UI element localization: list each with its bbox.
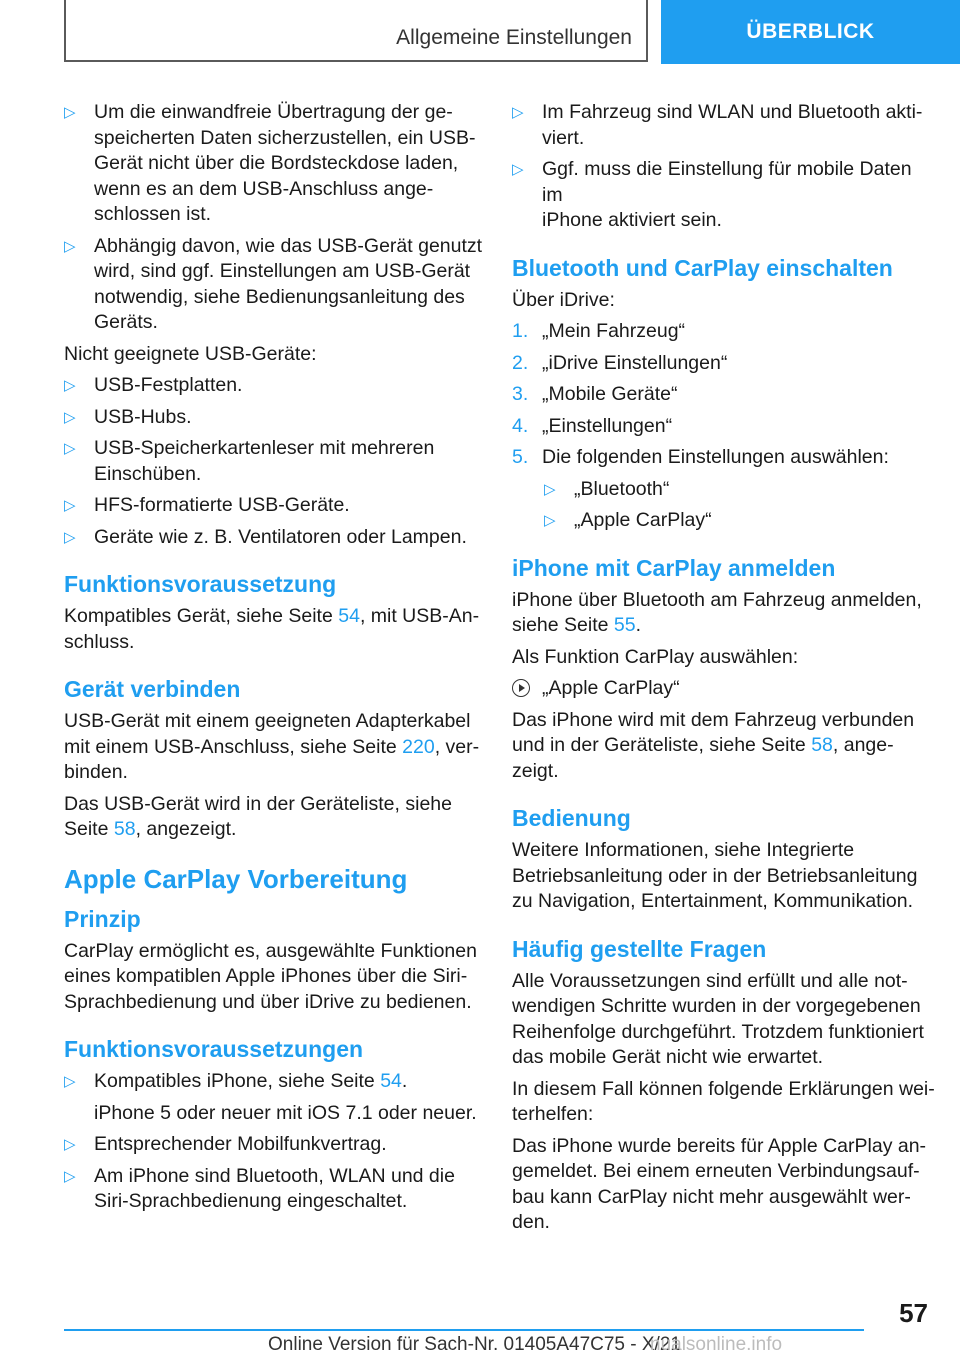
bullet-icon: ▷ [64,1073,76,1090]
bullet-icon: ▷ [544,480,556,498]
list-item: ▷ Entsprechender Mobilfunkvertrag. [64,1132,484,1158]
bullet-icon: ▷ [64,1136,76,1153]
paragraph: iPhone über Bluetooth am Fahrzeug anmelden, siehe Seite 55. [512,588,922,636]
sub-list-item: ▷ „Bluetooth“ [512,477,932,503]
heading-bluetooth: Bluetooth und CarPlay einschalten [512,254,893,281]
heading-operation: Bedienung [512,805,631,831]
page-number: 57 [899,1298,928,1328]
list-item: ▷ Um die einwandfreie Übertragung der ge‐ speicherten Daten sicherzustellen, ein USB- Gerät nicht über die Bordsteckdose laden, wenn es an dem USB-Anschluss ange‐ schlossen ist. [64,101,476,225]
overview-tab[interactable]: ÜBERBLICK [661,0,960,64]
page-link[interactable]: 54 [338,605,360,627]
step-item: 4. „Einstellungen“ [512,414,673,437]
bullet-icon: ▷ [64,440,76,457]
step-item: 5. Die folgenden Einstellungen auswählen: [512,446,889,468]
page-header [64,0,960,64]
list-item: ▷ Im Fahrzeug sind WLAN und Bluetooth akti‐ viert. [512,101,923,149]
bullet-icon: ▷ [64,377,76,394]
icon-line: „Apple CarPlay“ [512,676,932,702]
list-item: ▷ Am iPhone sind Bluetooth, WLAN und die Siri-Sprachbedienung eingeschaltet. [64,1164,455,1212]
paragraph: Nicht geeignete USB-Geräte: [64,342,317,365]
list-item: ▷ Kompatibles iPhone, siehe Seite 54. iPhone 5 oder neuer mit iOS 7.1 oder neuer. [64,1070,477,1124]
footer-divider [64,1329,864,1331]
watermark: nualsonline.info [650,1334,783,1355]
page-link[interactable]: 55 [613,614,636,636]
play-icon [512,679,530,697]
paragraph: Als Funktion CarPlay auswählen: [512,645,799,668]
list-item: ▷ Abhängig davon, wie das USB-Gerät genutzt wird, sind ggf. Einstellungen am USB-Gerät notwendig, siehe Bedienungsanleitung des Geräts. [64,234,483,333]
paragraph: Kompatibles Gerät, siehe Seite 54, mit USB-An‐ schluss. [64,605,480,653]
bullet-icon: ▷ [64,408,76,426]
heading-connect: Gerät verbinden [64,676,241,702]
heading-requirement: Funktionsvoraussetzung [64,571,337,597]
paragraph: Über iDrive: [512,288,615,311]
paragraph: Weitere Informationen, siehe Integrierte Betriebsanleitung oder in der Betriebsanleitung zu Navigation, Entertainment, Kommunikation. [512,839,918,912]
paragraph: CarPlay ermöglicht es, ausgewählte Funktionen eines kompatiblen Apple iPhones über die Siri- Sprachbedienung und über iDrive zu bedienen. [64,939,477,1013]
heading-carplay: Apple CarPlay Vorbereitung [64,863,408,894]
header-frame [64,0,648,62]
list-item: ▷ Ggf. muss die Einstellung für mobile Daten im iPhone aktiviert sein. [512,158,912,231]
section-title: Allgemeine Einstellungen [396,26,632,49]
heading-requirements: Funktionsvoraussetzungen [64,1036,364,1062]
paragraph: Das USB-Gerät wird in der Geräteliste, siehe Seite 58, angezeigt. [64,792,452,840]
heading-principle: Prinzip [64,905,141,932]
heading-faq: Häufig gestellte Fragen [512,935,767,962]
bullet-icon: ▷ [64,497,76,514]
page-link[interactable]: 58 [113,818,136,840]
step-item: 2. „iDrive Einstellungen“ [512,351,728,374]
sub-list-item: ▷ „Apple CarPlay“ [512,508,932,534]
step-item: 3. „Mobile Geräte“ [512,383,678,405]
page-link[interactable]: 220 [402,735,435,758]
paragraph: Alle Voraussetzungen sind erfüllt und alle not‐ wendigen Schritte wurden in der vorgegebenen Reihenfolge durchgeführt. Trotzdem funktioniert das mobile Gerät nicht wie erwartet. [512,969,924,1068]
list-item: ▷ USB-Speicherkartenleser mit mehreren Einschüben. [64,437,435,485]
right-column [512,100,935,1242]
paragraph: Das iPhone wurde bereits für Apple CarPlay an‐ gemeldet. Bei einem erneuten Verbindungsauf‐ bau kann CarPlay nicht mehr ausgewählt wer‐ den. [512,1134,927,1233]
bullet-icon: ▷ [512,104,524,121]
paragraph: USB-Gerät mit einem geeigneten Adapterkabel mit einem USB-Anschluss, siehe Seite 220, ver‐ binden. [64,710,480,783]
heading-register: iPhone mit CarPlay anmelden [512,554,836,581]
list-item: ▷ USB-Hubs. [64,405,484,431]
online-version-text: Online Version für Sach-Nr. 01405A47C75 - X/21 [268,1334,681,1355]
page-link[interactable]: 54 [380,1070,402,1092]
list-item: ▷ Geräte wie z. B. Ventilatoren oder Lampen. [64,525,484,551]
list-item: ▷ HFS-formatierte USB-Geräte. [64,493,484,519]
bullet-icon: ▷ [544,512,556,529]
bullet-icon: ▷ [64,104,76,121]
bullet-icon: ▷ [64,237,76,255]
bullet-icon: ▷ [64,1167,76,1185]
left-column [64,100,484,1221]
bullet-icon: ▷ [64,528,76,546]
paragraph: In diesem Fall können folgende Erklärungen wei‐ terhelfen: [512,1077,935,1125]
bullet-icon: ▷ [512,161,524,178]
list-item: ▷ USB-Festplatten. [64,373,484,399]
paragraph: Das iPhone wird mit dem Fahrzeug verbunden und in der Geräteliste, siehe Seite 58, ange‐ zeigt. [512,708,915,782]
step-item: 1. „Mein Fahrzeug“ [512,320,686,342]
page-link[interactable]: 58 [811,734,833,756]
